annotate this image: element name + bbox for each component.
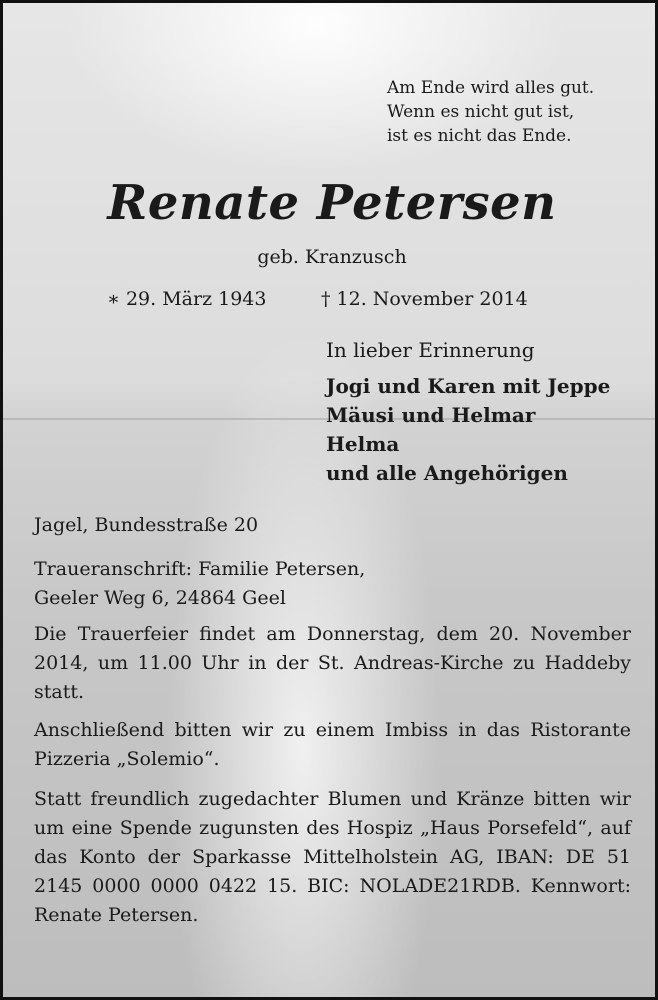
mourning-address-line: Geeler Weg 6, 24864 Geel: [34, 587, 286, 609]
quote-line: Wenn es nicht gut ist,: [387, 102, 575, 122]
donation-paragraph: Statt freundlich zugedachter Blumen und Kränze bitten wir um eine Spende zugunsten des Hospiz „Haus Porsefeld“, auf das Konto der Sparkasse Mittelholstein AG, IBAN: DE 51 2145 0000 0000 0422 15. BIC: NOLADE21RDB. Kennwort: Renate Petersen.: [34, 788, 631, 926]
quote-line: Am Ende wird alles gut.: [387, 78, 595, 98]
mourner-name: Mäusi und Helmar: [326, 403, 536, 427]
ceremony-paragraph: Die Trauerfeier findet am Donnerstag, dem 20. November 2014, um 11.00 Uhr in der St. Andreas-Kirche zu Haddeby statt.: [34, 623, 631, 703]
epigraph-quote: [387, 76, 594, 148]
mourning-address-line: Traueranschrift: Familie Petersen,: [34, 558, 366, 580]
mourner-name: Helma: [326, 432, 400, 456]
mourners-list: [326, 372, 610, 488]
mourning-address: [34, 555, 631, 613]
residence-address: Jagel, Bundesstraße 20: [34, 514, 259, 536]
mourner-name: und alle Angehörigen: [326, 461, 568, 485]
quote-line: ist es nicht das Ende.: [387, 126, 572, 146]
death-date: † 12. November 2014: [321, 288, 528, 310]
birth-date: ∗ 29. März 1943: [107, 288, 267, 310]
birth-name: geb. Kranzusch: [257, 246, 407, 268]
memory-intro: In lieber Erinnerung: [326, 338, 535, 362]
mourner-name: Jogi und Karen mit Jeppe: [326, 374, 611, 398]
deceased-name: Renate Petersen: [107, 175, 557, 231]
reception-paragraph: Anschließend bitten wir zu einem Imbiss in das Ristorante Pizzeria „Solemio“.: [34, 719, 631, 770]
